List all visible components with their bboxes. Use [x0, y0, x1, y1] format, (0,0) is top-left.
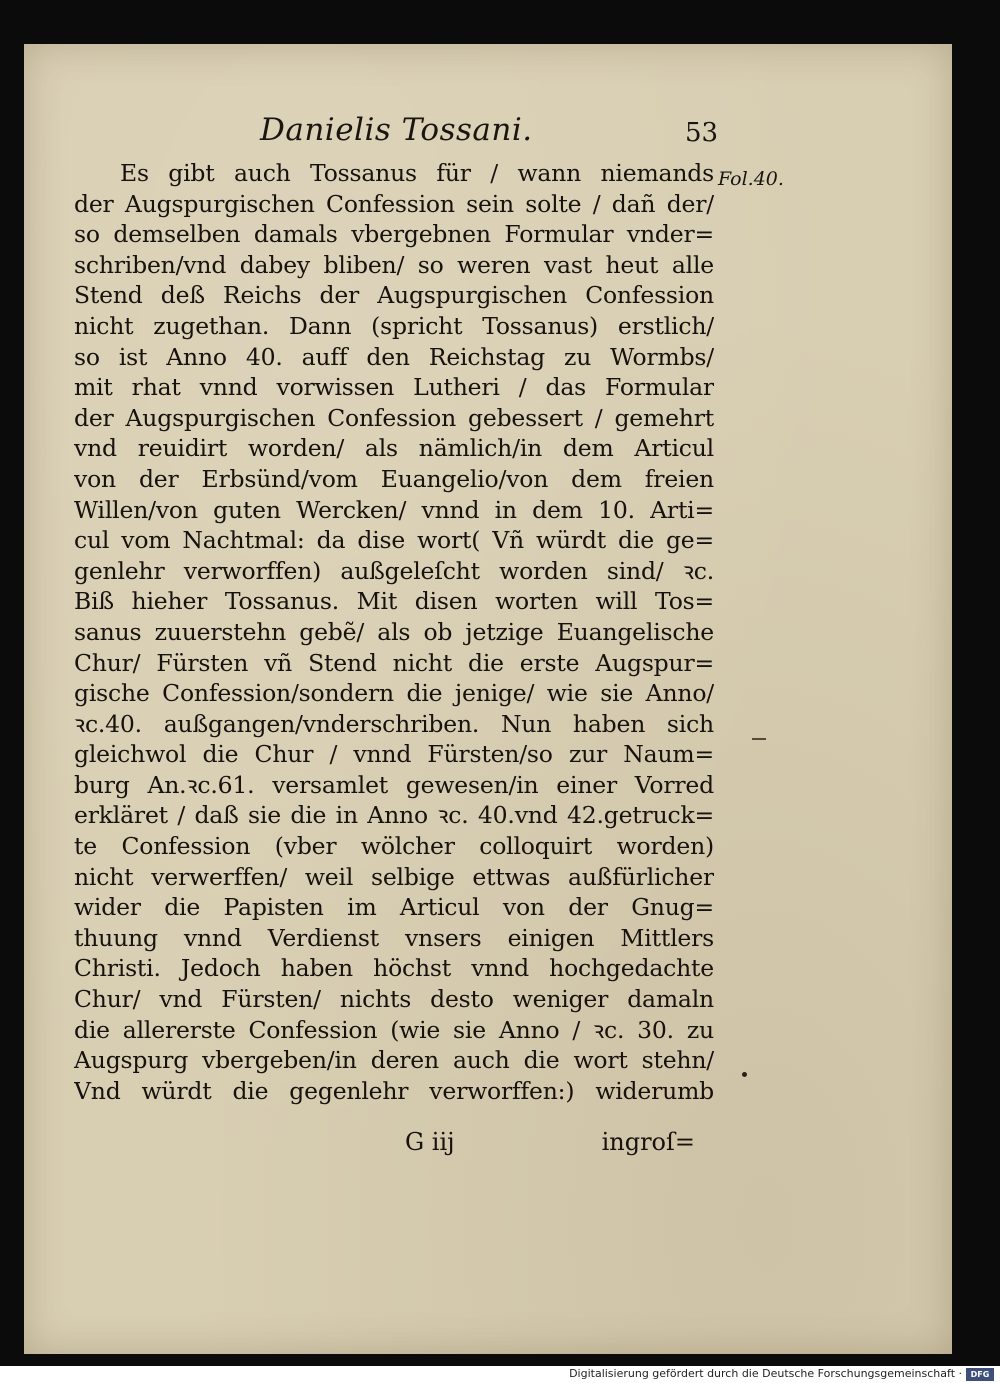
page-number: 53: [685, 118, 719, 148]
text-line: thuung vnnd Verdienst vnsers einigen Mittlers: [74, 923, 714, 952]
text-line: genlehr verworffen) außgeleſcht worden sind/ ꝛc.: [74, 556, 714, 585]
text-line: burg An.ꝛc.61. versamlet gewesen/in einer Vorred: [74, 770, 714, 799]
text-line: wider die Papisten im Articul von der Gnug=: [74, 893, 714, 922]
text-line: gische Confession/sondern die jenige/ wie sie Anno/: [74, 679, 714, 708]
catchword: ingroſ=: [601, 1128, 695, 1156]
text-line: mit rhat vnnd vorwissen Lutheri / das Formular: [74, 373, 714, 402]
marginal-note: Fol.40.: [718, 168, 784, 190]
page-foot-line: [405, 1128, 695, 1156]
text-line: gleichwol die Chur / vnnd Fürsten/so zur Naum=: [74, 740, 714, 769]
text-line: erkläret / daß sie die in Anno ꝛc. 40.vnd 42.getruck=: [74, 801, 714, 830]
footer-credit: Digitalisierung gefördert durch die Deutsche Forschungsgemeinschaft ·: [569, 1367, 962, 1380]
text-line: te Confession (vber wölcher colloquirt worden): [74, 832, 714, 861]
text-line: der Augspurgischen Confession gebessert / gemehrt: [74, 403, 714, 432]
ink-spot: [742, 1072, 747, 1077]
text-line: von der Erbsünd/vom Euangelio/von dem freien: [74, 464, 714, 493]
text-line: vnd reuidirt worden/ als nämlich/in dem Articul: [74, 434, 714, 463]
text-line: Chur/ Fürsten vñ Stend nicht die erste Augspur=: [74, 648, 714, 677]
dfg-logo: DFG: [966, 1368, 994, 1381]
text-line: Stend deß Reichs der Augspurgischen Confession: [74, 281, 714, 310]
text-line: so ist Anno 40. auff den Reichstag zu Wormbs/: [74, 342, 714, 371]
text-line: schriben/vnd dabey bliben/ so weren vast heut alle: [74, 250, 714, 279]
text-line: sanus zuuerstehn gebẽ/ als ob jetzige Euangelische: [74, 617, 714, 646]
text-line: der Augspurgischen Confession sein solte / dañ der/: [74, 189, 714, 218]
body-text: [74, 158, 714, 1106]
text-line: cul vom Nachtmal: da dise wort( Vñ würdt die ge=: [74, 526, 714, 555]
text-line: Christi. Jedoch haben höchst vnnd hochgedachte: [74, 954, 714, 983]
text-line: Es gibt auch Tossanus für / wann niemands: [120, 159, 714, 187]
text-line: Chur/ vnd Fürsten/ nichts desto weniger damaln: [74, 985, 714, 1014]
signature-mark: G iij: [405, 1128, 455, 1156]
text-line: Willen/von guten Wercken/ vnnd in dem 10. Arti=: [74, 495, 714, 524]
text-line: die allererste Confession (wie sie Anno / ꝛc. 30. zu: [74, 1015, 714, 1044]
text-line: nicht zugethan. Dann (spricht Tossanus) erstlich/: [74, 311, 714, 340]
text-line: ꝛc.40. außgangen/vnderschriben. Nun haben sich: [74, 709, 714, 738]
text-line: Biß hieher Tossanus. Mit disen worten will Tos=: [74, 587, 714, 616]
running-head: Danielis Tossani.: [260, 112, 533, 148]
text-line: Vnd würdt die gegenlehr verworffen:) widerumb: [74, 1076, 714, 1105]
text-line: Augspurg vbergeben/in deren auch die wort stehn/: [74, 1046, 714, 1075]
margin-mark: [752, 738, 766, 740]
text-line: nicht verwerffen/ weil selbige ettwas außfürlicher: [74, 862, 714, 891]
text-line: so demselben damals vbergebnen Formular vnder=: [74, 220, 714, 249]
footer-bar: [0, 1366, 1000, 1383]
